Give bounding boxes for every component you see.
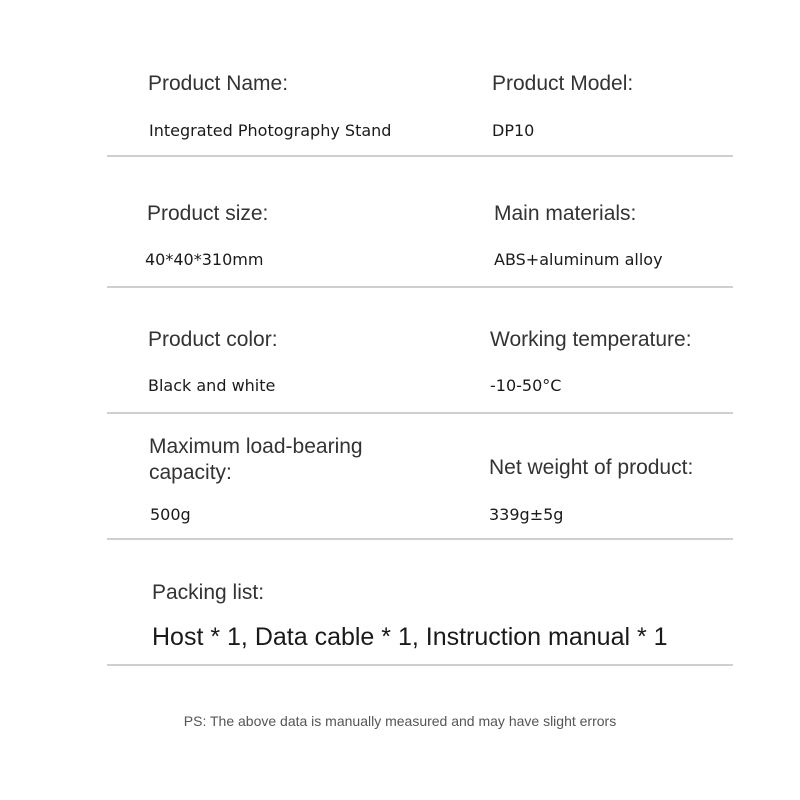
- product-model-value: DP10: [492, 121, 535, 140]
- main-materials-label: Main materials:: [494, 202, 637, 225]
- max-load-value: 500g: [150, 505, 191, 524]
- divider: [107, 664, 733, 666]
- net-weight-label: Net weight of product:: [489, 456, 694, 479]
- divider: [107, 286, 733, 288]
- product-size-value: 40*40*310mm: [145, 250, 264, 269]
- product-color-label: Product color:: [148, 328, 278, 351]
- divider: [107, 155, 733, 157]
- main-materials-value: ABS+aluminum alloy: [494, 250, 663, 269]
- working-temperature-label: Working temperature:: [490, 328, 692, 351]
- net-weight-value: 339g±5g: [489, 505, 564, 524]
- packing-list-value: Host * 1, Data cable * 1, Instruction manual * 1: [152, 623, 668, 651]
- max-load-label: Maximum load-bearing capacity:: [149, 435, 363, 484]
- packing-list-label: Packing list:: [152, 581, 265, 604]
- disclaimer-note: PS: The above data is manually measured and may have slight errors: [183, 713, 617, 729]
- product-size-label: Product size:: [147, 202, 269, 225]
- divider: [107, 412, 733, 414]
- product-name-label: Product Name:: [148, 72, 289, 95]
- product-color-value: Black and white: [148, 376, 276, 395]
- divider: [107, 538, 733, 540]
- working-temperature-value: -10-50°C: [490, 376, 562, 395]
- product-model-label: Product Model:: [492, 72, 634, 95]
- product-name-value: Integrated Photography Stand: [149, 121, 392, 140]
